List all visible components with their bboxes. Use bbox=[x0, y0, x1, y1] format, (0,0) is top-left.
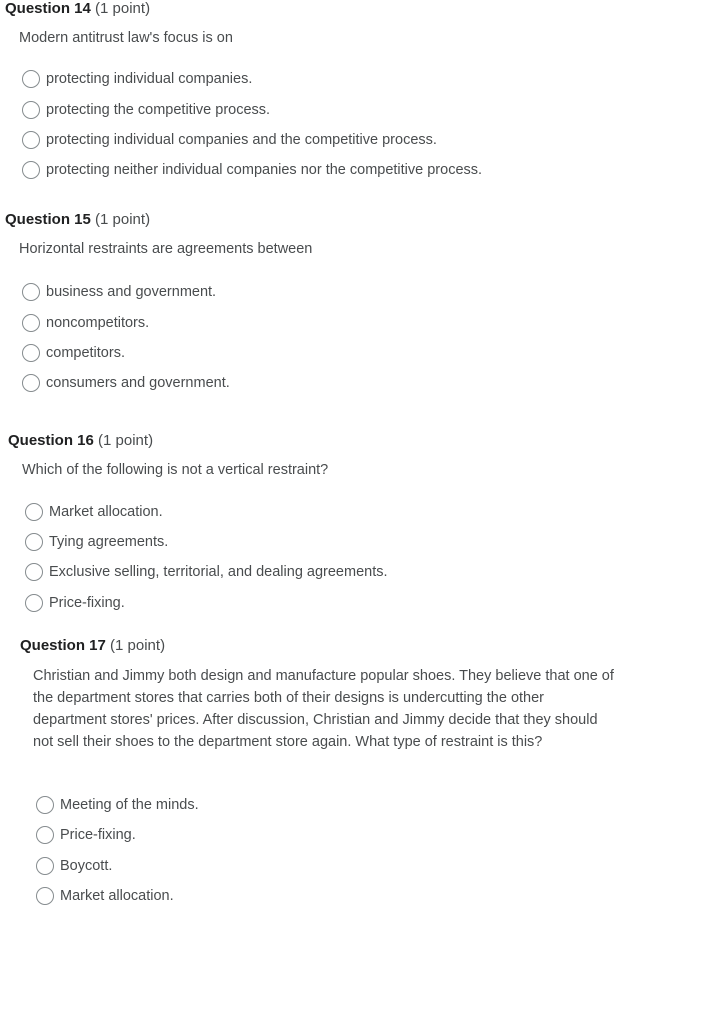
option-label[interactable]: Price-fixing. bbox=[49, 595, 125, 611]
radio-button[interactable] bbox=[22, 131, 40, 149]
radio-button[interactable] bbox=[25, 594, 43, 612]
question-prompt: Horizontal restraints are agreements between bbox=[19, 241, 313, 257]
option-label[interactable]: consumers and government. bbox=[46, 375, 230, 391]
question-title: Question 14 bbox=[5, 0, 91, 17]
radio-button[interactable] bbox=[36, 796, 54, 814]
radio-button[interactable] bbox=[36, 826, 54, 844]
option-label[interactable]: protecting the competitive process. bbox=[46, 102, 271, 118]
answer-option[interactable] bbox=[22, 99, 270, 121]
question-title: Question 17 bbox=[20, 637, 106, 654]
question-title: Question 15 bbox=[5, 211, 91, 228]
radio-button[interactable] bbox=[22, 314, 40, 332]
answer-option[interactable] bbox=[25, 561, 388, 583]
question-heading bbox=[8, 432, 153, 450]
answer-option[interactable] bbox=[22, 159, 482, 181]
option-label[interactable]: Tying agreements. bbox=[49, 534, 169, 550]
option-label[interactable]: Boycott. bbox=[60, 858, 113, 874]
option-label[interactable]: Meeting of the minds. bbox=[60, 797, 199, 813]
option-label[interactable]: protecting neither individual companies nor the competitive process. bbox=[46, 162, 483, 178]
question-heading bbox=[20, 637, 165, 655]
answer-option[interactable] bbox=[22, 372, 230, 394]
answer-option[interactable] bbox=[36, 855, 112, 877]
answer-option[interactable] bbox=[25, 531, 168, 553]
answer-option[interactable] bbox=[25, 501, 163, 523]
radio-button[interactable] bbox=[22, 283, 40, 301]
radio-button[interactable] bbox=[25, 533, 43, 551]
question-heading bbox=[5, 0, 150, 18]
answer-option[interactable] bbox=[22, 129, 437, 151]
answer-option[interactable] bbox=[22, 342, 125, 364]
question-prompt: Modern antitrust law's focus is on bbox=[19, 30, 233, 46]
radio-button[interactable] bbox=[22, 161, 40, 179]
answer-option[interactable] bbox=[36, 885, 174, 907]
answer-option[interactable] bbox=[22, 68, 252, 90]
option-label[interactable]: competitors. bbox=[46, 345, 125, 361]
question-points: (1 point) bbox=[98, 432, 154, 449]
question-points: (1 point) bbox=[110, 637, 166, 654]
question-prompt: Which of the following is not a vertical restraint? bbox=[22, 462, 329, 478]
radio-button[interactable] bbox=[22, 344, 40, 362]
question-points: (1 point) bbox=[95, 211, 151, 228]
question-prompt: Christian and Jimmy both design and manufacture popular shoes. They believe that one of the department stores that carries both of their designs is undercutting the other department stores' prices. After discussion, Christian and Jimmy decide that they should not sell their shoes to the department store again. What type of restraint is this? bbox=[33, 668, 614, 750]
answer-option[interactable] bbox=[36, 794, 199, 816]
option-label[interactable]: Price-fixing. bbox=[60, 827, 136, 843]
question-points: (1 point) bbox=[95, 0, 151, 17]
radio-button[interactable] bbox=[25, 563, 43, 581]
answer-option[interactable] bbox=[22, 312, 149, 334]
option-label[interactable]: protecting individual companies. bbox=[46, 71, 253, 87]
option-label[interactable]: noncompetitors. bbox=[46, 315, 150, 331]
answer-option[interactable] bbox=[22, 281, 216, 303]
radio-button[interactable] bbox=[22, 101, 40, 119]
answer-option[interactable] bbox=[36, 824, 136, 846]
option-label[interactable]: Market allocation. bbox=[49, 504, 163, 520]
radio-button[interactable] bbox=[22, 70, 40, 88]
option-label[interactable]: business and government. bbox=[46, 284, 217, 300]
question-title: Question 16 bbox=[8, 432, 94, 449]
radio-button[interactable] bbox=[25, 503, 43, 521]
option-label[interactable]: protecting individual companies and the competitive process. bbox=[46, 132, 437, 148]
option-label[interactable]: Market allocation. bbox=[60, 888, 174, 904]
option-label[interactable]: Exclusive selling, territorial, and dealing agreements. bbox=[49, 564, 388, 580]
answer-option[interactable] bbox=[25, 592, 125, 614]
question-heading bbox=[5, 211, 150, 229]
radio-button[interactable] bbox=[36, 887, 54, 905]
radio-button[interactable] bbox=[36, 857, 54, 875]
radio-button[interactable] bbox=[22, 374, 40, 392]
